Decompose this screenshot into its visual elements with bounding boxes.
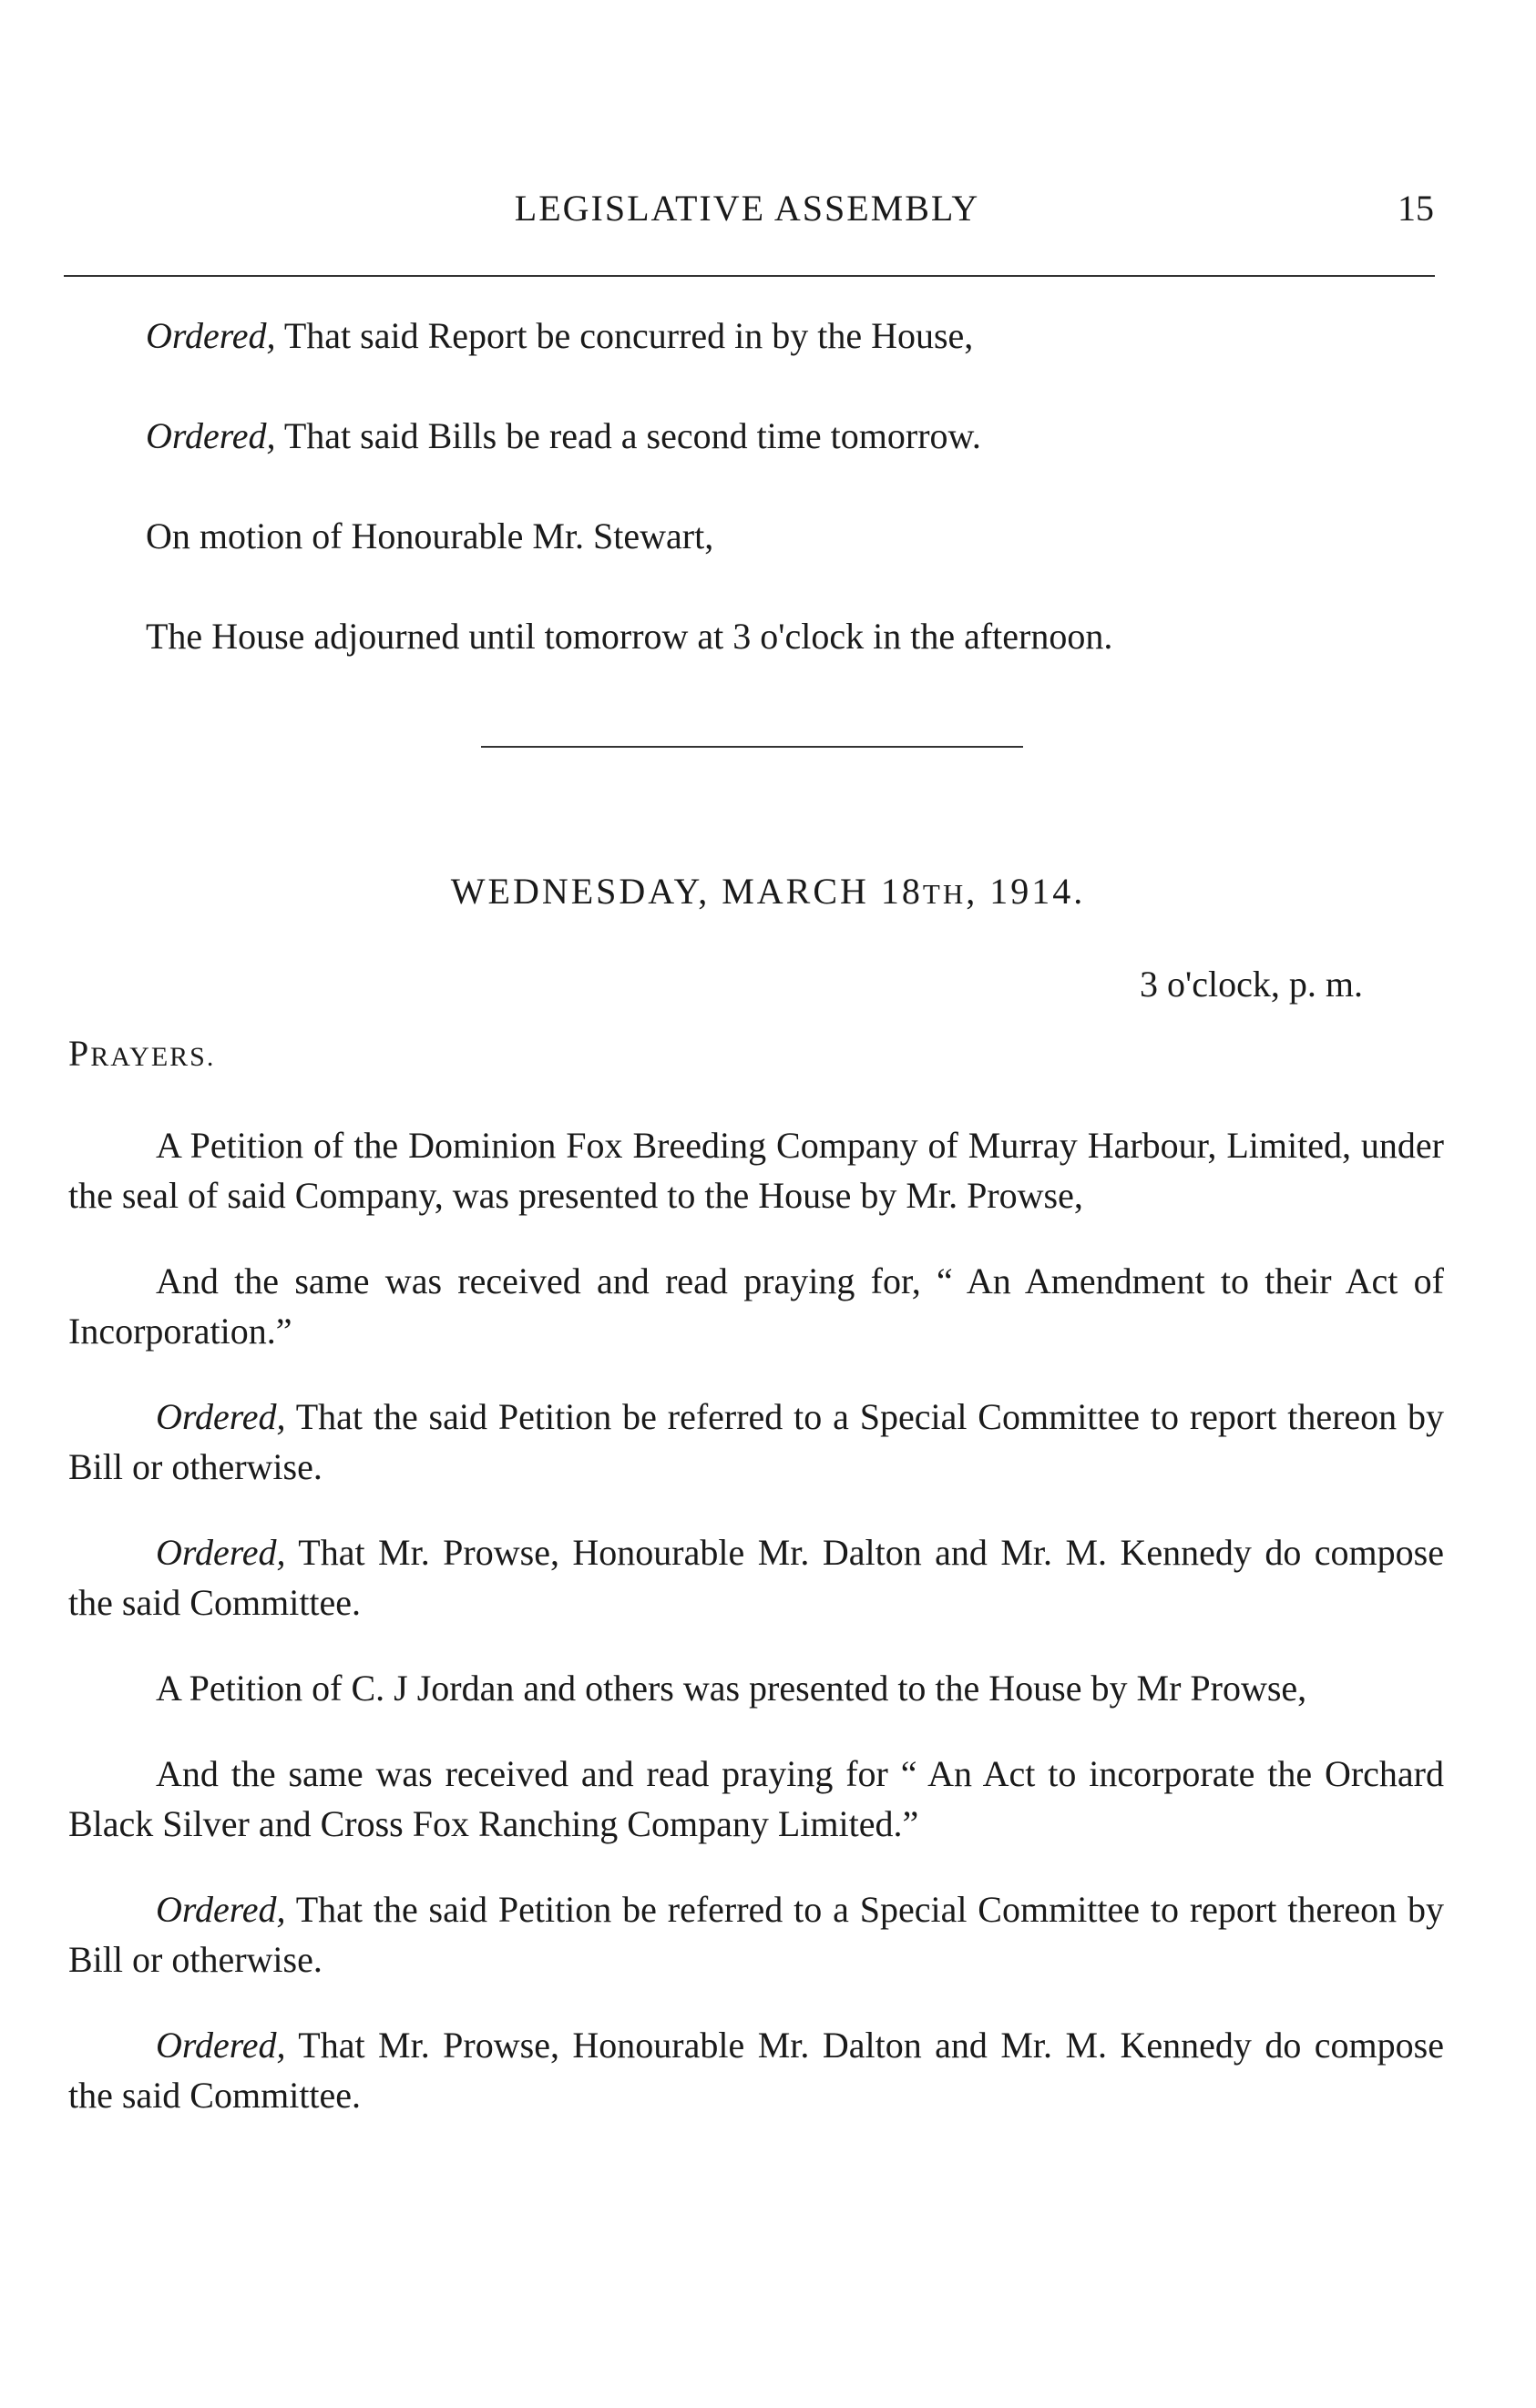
prayers-heading <box>68 1032 215 1075</box>
sitting-date-heading <box>0 870 1536 913</box>
minute-paragraph <box>146 410 1439 463</box>
sitting-time: 3 o'clock, p. m. <box>1140 964 1363 1005</box>
minute-paragraph <box>146 510 1439 563</box>
page-number: 15 <box>1398 188 1434 229</box>
minute-paragraph <box>68 1392 1444 1492</box>
ordered-lead: Ordered, <box>156 1396 286 1437</box>
paragraph-text: A Petition of C. J Jordan and others was presented to the House by Mr Prowse, <box>156 1668 1307 1709</box>
minute-paragraph <box>146 610 1439 663</box>
prayers-initial: P <box>68 1033 91 1074</box>
header-title: LEGISLATIVE ASSEMBLY <box>514 188 980 229</box>
paragraph-text: The House adjourned until tomorrow at 3 o'clock in the afternoon. <box>146 616 1113 657</box>
paragraph-text: On motion of Honourable Mr. Stewart, <box>146 515 714 556</box>
paragraph-text: That Mr. Prowse, Honourable Mr. Dalton and Mr. M. Kennedy do compose the said Committee. <box>68 1532 1444 1623</box>
ordered-lead: Ordered, <box>156 1889 286 1930</box>
paragraph-text: A Petition of the Dominion Fox Breeding Company of Murray Harbour, Limited, under the seal of said Company, was presented to the House by Mr. Prowse, <box>68 1125 1444 1216</box>
paragraph-text: That the said Petition be referred to a Special Committee to report thereon by Bill or otherwise. <box>68 1889 1444 1980</box>
date-part: WEDNESDAY, MARCH 18 <box>450 871 923 912</box>
paragraph-text: That said Bills be read a second time tomorrow. <box>275 415 981 456</box>
minute-paragraph <box>146 310 1439 362</box>
paragraph-text: That Mr. Prowse, Honourable Mr. Dalton and Mr. M. Kennedy do compose the said Committee. <box>68 2025 1444 2116</box>
header-divider <box>64 275 1435 277</box>
minute-paragraph <box>68 1120 1444 1220</box>
previous-sitting-minutes <box>146 310 1439 710</box>
section-divider <box>481 746 1023 748</box>
minute-paragraph <box>68 1749 1444 1849</box>
ordered-lead: Ordered, <box>146 315 276 356</box>
minute-paragraph <box>68 1884 1444 1985</box>
paragraph-text: And the same was received and read praying for “ An Act to incorporate the Orchard Black Silver and Cross Fox Ranching Company Limited.” <box>68 1753 1444 1844</box>
ordered-lead: Ordered, <box>156 1532 286 1573</box>
minute-paragraph <box>68 1256 1444 1356</box>
sitting-minutes <box>68 1120 1444 2156</box>
paragraph-text: That said Report be concurred in by the House, <box>275 315 974 356</box>
ordered-lead: Ordered, <box>146 415 276 456</box>
date-suffix: TH <box>922 878 967 910</box>
minute-paragraph <box>68 1663 1444 1713</box>
ordered-lead: Ordered, <box>156 2025 286 2066</box>
date-year: , 1914. <box>966 871 1086 912</box>
minute-paragraph <box>68 1527 1444 1627</box>
paragraph-text: That the said Petition be referred to a Special Committee to report thereon by Bill or otherwise. <box>68 1396 1444 1487</box>
minute-paragraph <box>68 2020 1444 2120</box>
paragraph-text: And the same was received and read praying for, “ An Amendment to their Act of Incorporation.” <box>68 1260 1444 1352</box>
prayers-rest: RAYERS. <box>90 1042 216 1072</box>
